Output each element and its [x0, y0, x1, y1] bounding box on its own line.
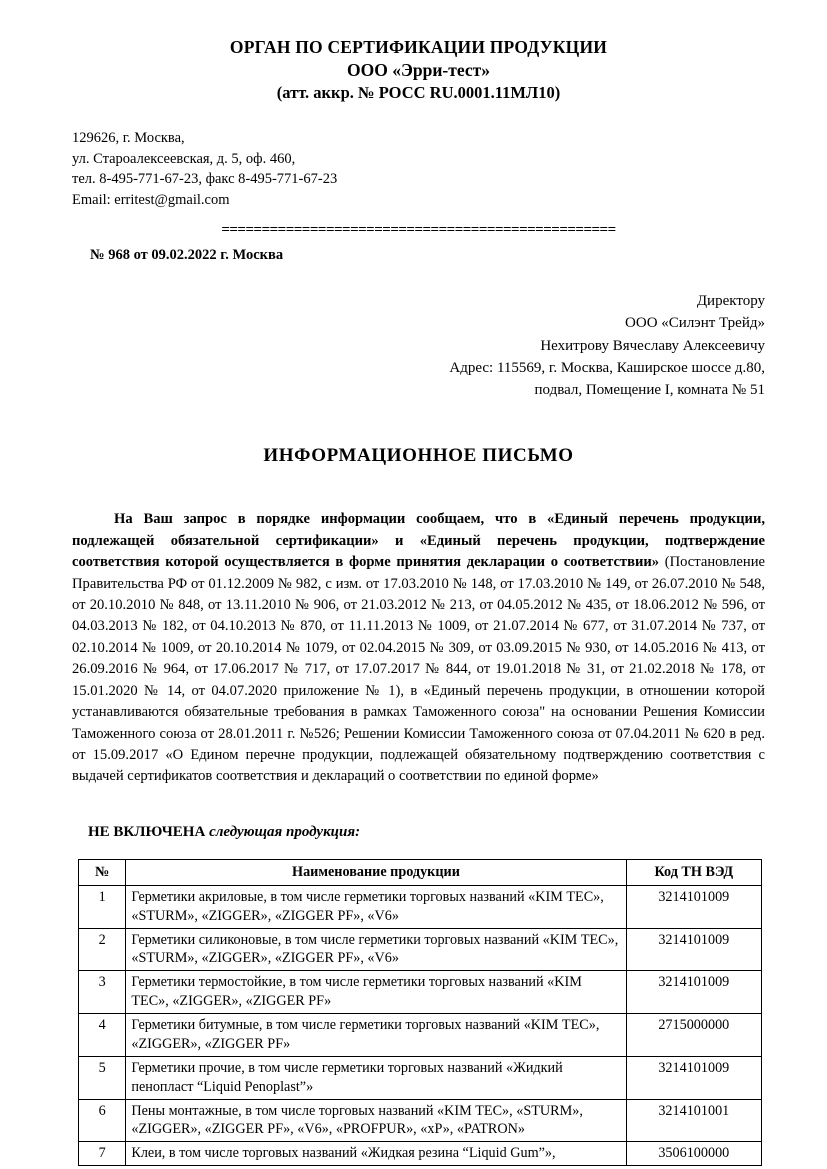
table-cell-num: 3 [79, 971, 126, 1014]
table-row [79, 1099, 762, 1142]
contact-address-line-1: 129626, г. Москва, [72, 129, 185, 146]
table-cell-name: Герметики термостойкие, в том числе герметики торговых названий «KIM ТЕС», «ZIGGER», «ZIGGER PF» [126, 971, 626, 1014]
table-row [79, 1056, 762, 1099]
table-cell-num: 1 [79, 885, 126, 928]
table-cell-code: 3214101009 [626, 971, 761, 1014]
table-cell-code: 3506100000 [626, 1142, 761, 1166]
table-cell-name: Герметики битумные, в том числе герметики торговых названий «KIM ТЕС», «ZIGGER», «ZIGGER PF» [126, 1014, 626, 1057]
addressee-address-line-2: подвал, Помещение I, комната № 51 [534, 382, 765, 399]
table-cell-name: Герметики прочие, в том числе герметики торговых названий «Жидкий пенопласт “Liquid Penoplast”» [126, 1056, 626, 1099]
not-included-heading [88, 824, 765, 841]
table-row [79, 928, 762, 971]
organization-header [72, 36, 765, 104]
divider-rule: ================================================= [221, 222, 616, 239]
table-cell-name: Пены монтажные, в том числе торговых названий «KIM ТЕС», «STURM», «ZIGGER», «ZIGGER PF», «V6», «PROFPUR», «хР», «PATRON» [126, 1099, 626, 1142]
addressee-position: Директору [696, 293, 765, 310]
table-header-row [79, 859, 762, 885]
table-cell-code: 3214101009 [626, 885, 761, 928]
table-cell-name: Клеи, в том числе торговых названий «Жидкая резина “Liquid Gum”», [126, 1142, 626, 1166]
table-cell-code: 2715000000 [626, 1014, 761, 1057]
addressee-company: ООО «Силэнт Трейд» [625, 315, 765, 332]
table-cell-code: 3214101009 [626, 928, 761, 971]
table-cell-name: Герметики силиконовые, в том числе герметики торговых названий «KIM ТЕС», «STURM», «ZIGGER», «ZIGGER PF», «V6» [126, 928, 626, 971]
table-cell-num: 2 [79, 928, 126, 971]
page-title: ИНФОРМАЦИОННОЕ ПИСЬМО [263, 445, 574, 467]
not-included-bold: НЕ ВКЛЮЧЕНА [88, 823, 206, 840]
org-header-line-2: ООО «Эрри-тест» [347, 60, 490, 81]
addressee-name: Нехитрову Вячеславу Алексеевичу [540, 337, 765, 354]
table-row [79, 971, 762, 1014]
table-header-code: Код ТН ВЭД [626, 859, 761, 885]
table-row [79, 885, 762, 928]
body-paragraph-part-1: На Ваш запрос в порядке информации сообщаем, что в «Единый перечень продукции, подлежащей обязательной сертификации» и «Единый перечень продукции, подтверждение соответствия которой осуществляется в форме принятия декларации о соответствии» [72, 511, 765, 571]
body-paragraph [72, 509, 765, 788]
table-cell-code: 3214101009 [626, 1056, 761, 1099]
table-row [79, 1014, 762, 1057]
table-row [79, 1142, 762, 1166]
contact-phone: тел. 8-495-771-67-23, факс 8-495-771-67-23 [72, 171, 338, 188]
contact-address-line-2: ул. Староалексеевская, д. 5, оф. 460, [72, 150, 296, 167]
table-cell-code: 3214101001 [626, 1099, 761, 1142]
not-included-italic: следующая продукция: [205, 823, 361, 840]
contact-block [72, 128, 765, 210]
table-header-num: № [79, 859, 126, 885]
body-paragraph-part-2: (Постановление Правительства РФ от 01.12.2009 № 982, с изм. от 17.03.2010 № 148, от 17.03.2010 № 149, от 26.07.2010 № 548, от 20.10.2010 № 848, от 13.11.2010 № 906, от 21.03.2012 № 213, от 04.05.2012 № 435, от 18.06.2012 № 596, от 04.03.2013 № 182, от 04.10.2013 № 870, от 11.11.2013 № 1009, от 21.07.2014 № 677, от 31.07.2014 № 737, от 02.10.2014 № 1009, от 20.10.2014 № 1079, от 02.04.2015 № 309, от 03.09.2015 № 930, от 14.05.2016 № 413, от 26.09.2016 № 964, от 17.06.2017 № 717, от 17.07.2017 № 844, от 19.01.2018 № 31, от 21.02.2018 № 178, от 15.01.2020 № 14, от 04.07.2020 приложение № 1), в «Единый перечень продукции, в отношении которой устанавливаются обязательные требования в рамках Таможенного союза" на основании Решения Комиссии Таможенного союза от 28.01.2011 г. №526; Решении Комиссии Таможенного союза от 07.04.2011 № 620 в ред. от 15.09.2017 «О Едином перечне продукции, подлежащей обязательному подтверждению соответствия с выдачей сертификатов соответствия и деклараций о соответствии по единой форме» [72, 554, 765, 785]
org-header-line-1: ОРГАН ПО СЕРТИФИКАЦИИ ПРОДУКЦИИ [229, 37, 608, 57]
table-cell-name: Герметики акриловые, в том числе герметики торговых названий «KIM ТЕС», «STURM», «ZIGGER», «ZIGGER PF», «V6» [126, 885, 626, 928]
contact-email: Email: erritest@gmail.com [72, 191, 230, 208]
addressee-address-line-1: Адрес: 115569, г. Москва, Каширское шоссе д.80, [449, 359, 765, 376]
document-number: № 968 от 09.02.2022 г. Москва [90, 247, 284, 264]
table-cell-num: 6 [79, 1099, 126, 1142]
product-table [78, 859, 762, 1166]
table-cell-num: 7 [79, 1142, 126, 1166]
table-header-name: Наименование продукции [126, 859, 626, 885]
table-cell-num: 4 [79, 1014, 126, 1057]
table-cell-num: 5 [79, 1056, 126, 1099]
org-header-line-3: (атт. аккр. № РОСС RU.0001.11МЛ10) [276, 83, 561, 103]
addressee-block [72, 290, 765, 401]
